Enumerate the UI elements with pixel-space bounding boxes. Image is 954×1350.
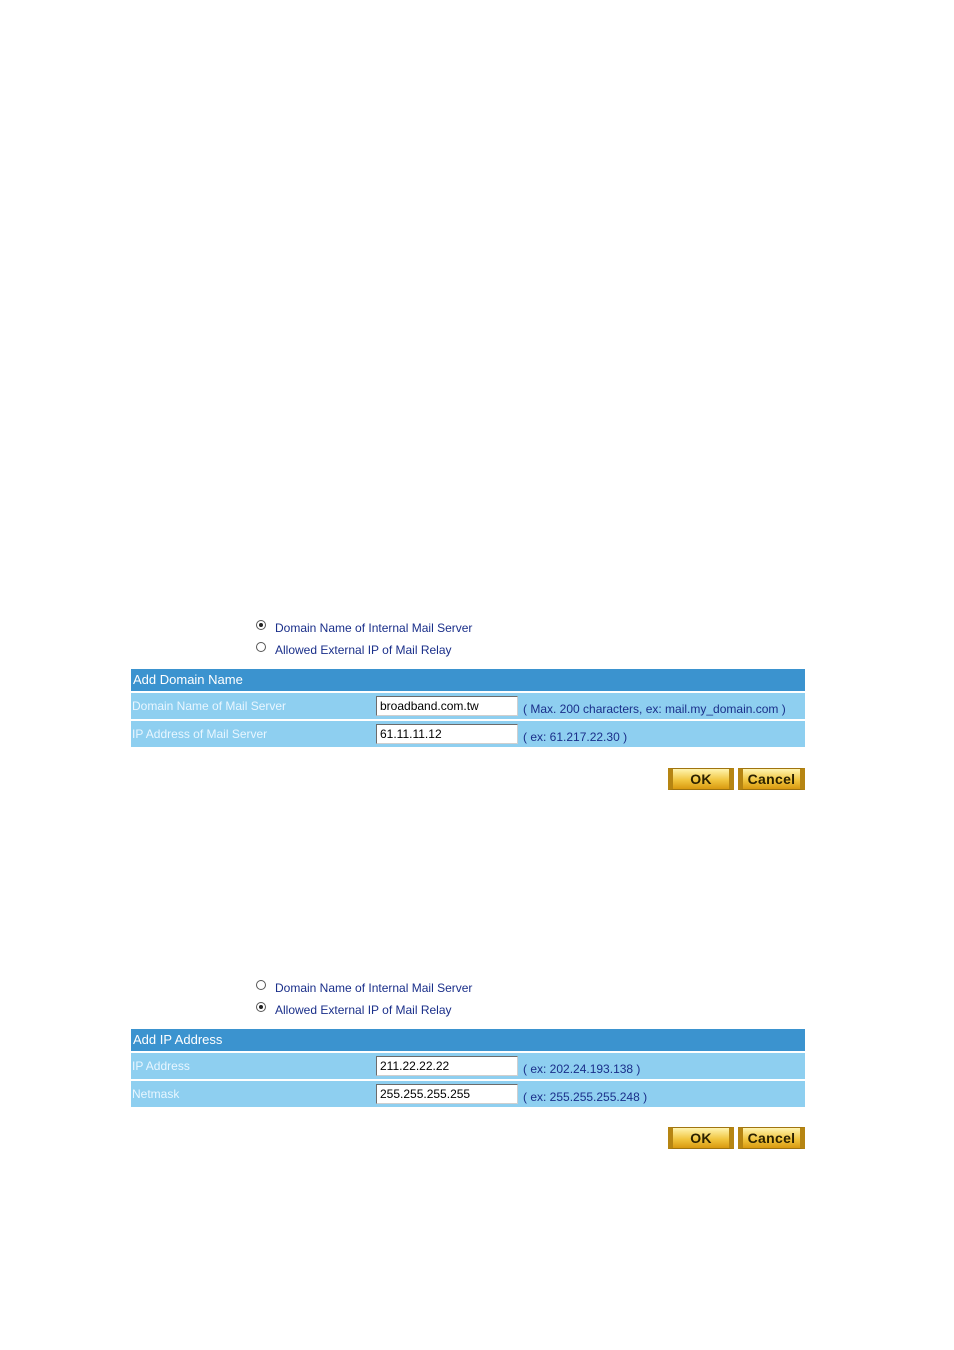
button-group: [668, 1127, 805, 1149]
field-label: IP Address of Mail Server: [132, 727, 268, 741]
table-row: [131, 1053, 805, 1079]
radio-label: Domain Name of Internal Mail Server: [275, 981, 473, 995]
radio-allowed-external-ip-mail-relay[interactable]: [256, 641, 452, 659]
table-row: [131, 693, 805, 719]
radio-label: Domain Name of Internal Mail Server: [275, 621, 473, 635]
radio-label: Allowed External IP of Mail Relay: [275, 1003, 452, 1017]
radio-button-unchecked[interactable]: [256, 980, 266, 990]
cancel-button[interactable]: Cancel: [738, 1127, 805, 1149]
field-hint: ( Max. 200 characters, ex: mail.my_domain.com ): [523, 702, 786, 716]
ip-address-of-mail-server-input[interactable]: [376, 724, 518, 744]
ok-button[interactable]: OK: [668, 1127, 734, 1149]
radio-domain-name-internal-mail-server[interactable]: [256, 619, 472, 637]
table-row: [131, 1081, 805, 1107]
radio-button-checked[interactable]: [256, 1002, 266, 1012]
field-label: Netmask: [132, 1087, 180, 1101]
ip-address-input[interactable]: [376, 1056, 518, 1076]
radio-label: Allowed External IP of Mail Relay: [275, 643, 452, 657]
add-ip-address-table: [131, 1029, 805, 1107]
radio-button-unchecked[interactable]: [256, 642, 266, 652]
field-label: Domain Name of Mail Server: [132, 699, 287, 713]
cancel-button[interactable]: Cancel: [738, 768, 805, 790]
field-hint: ( ex: 61.217.22.30 ): [523, 730, 628, 744]
field-hint: ( ex: 202.24.193.138 ): [523, 1062, 641, 1076]
table-row: [131, 721, 805, 747]
field-label: IP Address: [132, 1059, 190, 1073]
radio-domain-name-internal-mail-server[interactable]: [256, 979, 472, 997]
add-domain-name-table: [131, 669, 805, 747]
field-hint: ( ex: 255.255.255.248 ): [523, 1090, 648, 1104]
domain-name-of-mail-server-input[interactable]: [376, 696, 518, 716]
radio-button-checked[interactable]: [256, 620, 266, 630]
radio-allowed-external-ip-mail-relay[interactable]: [256, 1001, 452, 1019]
button-group: [668, 768, 805, 790]
table-header: Add IP Address: [131, 1029, 805, 1051]
table-header: Add Domain Name: [131, 669, 805, 691]
netmask-input[interactable]: [376, 1084, 518, 1104]
ok-button[interactable]: OK: [668, 768, 734, 790]
